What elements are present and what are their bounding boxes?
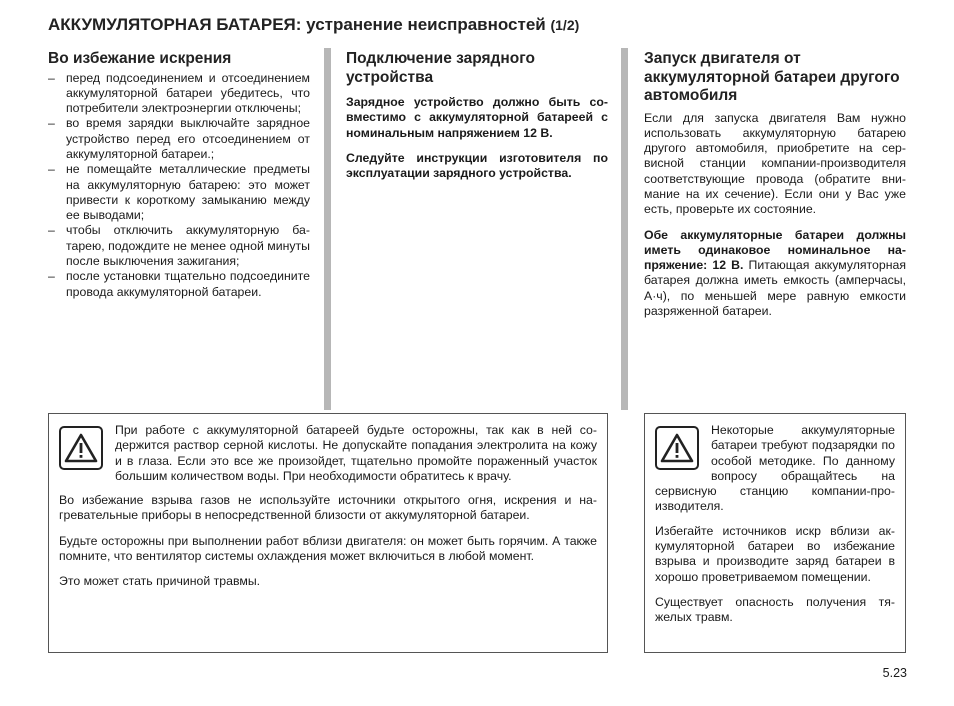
list-item: – после установки тщательно подсоедините провода аккумуляторной батареи. <box>48 269 310 300</box>
jump-start-paragraph: Если для запуска двигателя Вам нужно использовать аккумуляторную батарею другого автомобиля, приобретите на сервисной станции компании-производителя соответствующие провода (обратите внимание на их сечение). Если они у Вас уже есть, проверьте их состояние. <box>644 110 906 217</box>
warning-paragraph: При работе с аккумуляторной батареей будьте осторожны, так как в ней содержится раствор серной кислоты. Не допускайте попадания электролита на кожу и в глаза. Если это все же произойдет, тщательно промойте пораженный участок большим количеством воды. При необходимости обратитесь к врачу. <box>115 423 597 483</box>
section-heading: Во избежание искрения <box>48 50 232 67</box>
column-divider <box>621 48 628 410</box>
capacity-text: Питающая аккумуляторная батарея должна иметь емкость (амперчасы, А·ч), по меньшей мере равную емкости разряженной батареи. <box>644 258 906 319</box>
charger-voltage-note: Зарядное устройство должно быть совместимо с аккумуляторной батареей с номинальным напряжением 12 В. <box>346 95 608 140</box>
column-avoid-sparks <box>48 50 310 300</box>
column-jump-start <box>644 50 906 319</box>
title-part: (1/2) <box>550 17 580 33</box>
warning-paragraph: Избегайте источников искр вблизи аккумуляторной батареи во избежание взрыва и производите заряд батареи в хорошо проветриваемом помещении. <box>655 523 895 584</box>
warning-triangle-icon <box>655 426 699 470</box>
warning-paragraph: Существует опасность получения тяжелых травм. <box>655 594 895 625</box>
title-main: АККУМУЛЯТОРНАЯ БАТАРЕЯ: <box>48 15 302 34</box>
column-divider <box>324 48 331 410</box>
title-sub: устранение неисправностей <box>306 15 546 34</box>
spark-precautions-list <box>48 71 310 300</box>
warning-paragraph: Это может стать причиной травмы. <box>59 574 261 589</box>
column-charger <box>346 50 608 181</box>
voltage-bold-text: Обе аккумуляторные батареи должны иметь одинаковое номинальное напряжение: 12 В. <box>644 227 906 273</box>
list-item: – чтобы отключить аккумуляторную батарею, подождите не менее одной минуты после выключения зажигания; <box>48 223 310 269</box>
warning-triangle-icon <box>59 426 103 470</box>
warning-paragraph: Некоторые аккумуляторные батареи требуют подзарядки по особой методике. По данному вопросу обращайтесь на сервисную станцию компании-производителя. <box>655 423 895 514</box>
warning-paragraph: Во избежание взрыва газов не используйте источники открытого огня, искрения и нагревательные приборы в непосредственной близости от аккумуляторной батареи. <box>59 493 597 523</box>
page-title <box>48 15 579 35</box>
warning-paragraph: Будьте осторожны при выполнении работ вблизи двигателя: он может быть горячим. А также помните, что вентилятор системы охлаждения может включиться в любой момент. <box>59 533 597 564</box>
acid-warning-box <box>48 413 608 653</box>
list-item: – перед подсоединением и отсоединением аккумуляторной батареи убедитесь, что потребители электроэнергии отключены; <box>48 71 310 117</box>
charging-warning-box <box>644 413 906 653</box>
list-item: – во время зарядки выключайте зарядное устройство перед его отсоединением от аккумуляторной батареи.; <box>48 116 310 162</box>
charger-instructions-note: Следуйте инструкции изготовителя по эксплуатации зарядного устройства. <box>346 150 608 181</box>
section-heading: Запуск двигателя от аккумуляторной батареи другого автомобиля <box>644 50 900 104</box>
jump-start-voltage-paragraph <box>644 228 906 320</box>
list-item: – не помещайте металлические предметы на аккумуляторную батарею: это может привести к короткому замыканию между ее выводами; <box>48 162 310 223</box>
page-number: 5.23 <box>882 666 907 680</box>
section-heading: Подключение зарядного устройства <box>346 50 535 86</box>
